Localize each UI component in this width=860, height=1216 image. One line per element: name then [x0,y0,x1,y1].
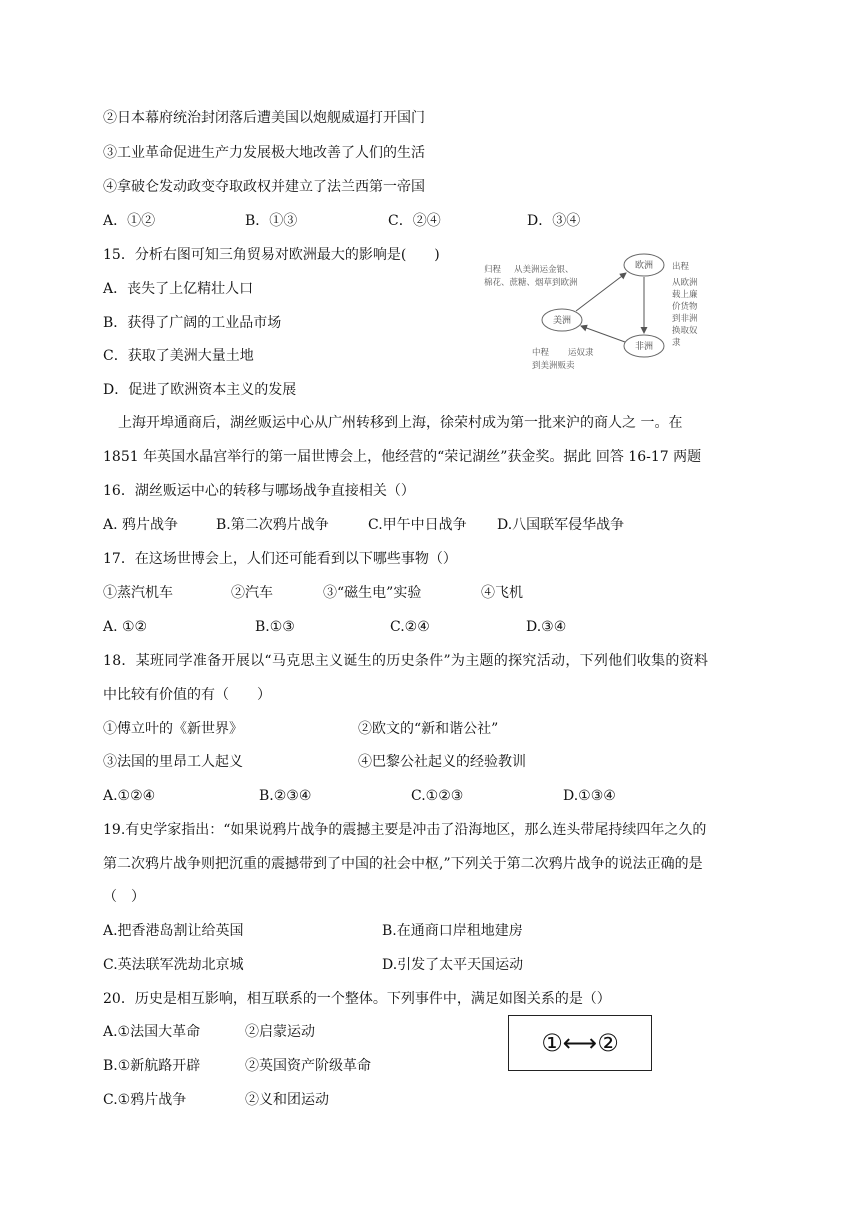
africa-label: 非洲 [634,342,654,352]
q18-option-c: C.①②③ [411,788,464,804]
q16-option-d: D.八国联军侵华战争 [497,517,625,533]
out-text-3: 价货物 [672,302,698,312]
out-text-6: 隶 [672,338,681,348]
q20-option-c-label: C.①鸦片战争 [103,1092,187,1108]
return-arrow [576,273,626,311]
q20-option-c-pair: ②义和团运动 [245,1092,329,1108]
q18-option-a: A.①②④ [103,788,156,804]
q17-item-3: ③“磁生电”实验 [323,585,422,601]
q14-item-2: ②日本幕府统治封闭落后遭美国以炮舰威逼打开国门 [103,110,425,126]
q18-item-3: ③法国的里昂工人起义 [103,754,243,770]
triangle-trade-diagram [476,243,716,378]
q18-item-1: ①傅立叶的《新世界》 [103,721,243,737]
relation-diagram-box [508,1015,652,1071]
q18-item-2: ②欧文的“新和谐公社” [358,721,499,737]
q14-option-c: C．②④ [388,213,441,229]
q16-stem: 16．湖丝贩运中心的转移与哪场战争直接相关（） [103,483,415,499]
q18-stem-line-2: 中比较有价值的有（ ） [103,687,271,703]
out-text-2: 载上廉 [672,290,698,300]
q19-option-c: C.英法联军洗劫北京城 [103,957,244,973]
q17-stem: 17．在这场世博会上，人们还可能看到以下哪些事物（） [103,551,457,567]
q15-option-d: D．促进了欧洲资本主义的发展 [103,382,297,398]
return-text-2: 棉花、蔗糖、烟草到欧洲 [484,278,578,288]
q18-stem-line-1: 18．某班同学准备开展以“马克思主义诞生的历史条件”为主题的探究活动，下列他们收集的资料 [103,653,709,669]
q17-item-4: ④飞机 [481,585,523,601]
europe-label: 欧洲 [634,261,654,271]
q14-item-3: ③工业革命促进生产力发展极大地改善了人们的生活 [103,145,425,161]
out-text-1: 从欧洲 [672,278,698,288]
out-text-4: 到非洲 [672,314,698,324]
q20-option-b-label: B.①新航路开辟 [103,1058,201,1074]
passage-line-2: 1851 年英国水晶宫举行的第一届世博会上，他经营的“荣记湖丝”获金奖。据此 回答 16-17 两题 [103,449,702,465]
q17-item-2: ②汽车 [231,585,273,601]
q17-option-d: D.③④ [526,619,567,635]
out-text-5: 换取奴 [672,326,698,336]
q18-item-4: ④巴黎公社起义的经验教训 [358,754,526,770]
q18-option-d: D.①③④ [563,788,616,804]
q18-option-b: B.②③④ [259,788,312,804]
out-label: 出程 [672,262,690,272]
q20-option-a-label: A.①法国大革命 [103,1024,201,1040]
relation-text: ①⟷② [541,1029,619,1057]
return-label: 归程 [484,265,502,275]
q16-option-b: B.第二次鸦片战争 [216,517,329,533]
q17-option-c: C.②④ [390,619,430,635]
q15-stem: 15．分析右图可知三角贸易对欧洲最大的影响是( ) [103,247,440,263]
q14-option-d: D．③④ [527,213,581,229]
mid-arrow [581,326,625,342]
q19-option-a: A.把香港岛割让给英国 [103,923,244,939]
q15-option-b: B．获得了广阔的工业品市场 [103,315,282,331]
q14-option-a: A．①② [103,213,156,229]
q14-option-b: B．①③ [245,213,298,229]
mid-text-1: 运奴隶 [568,348,594,358]
q19-stem-line-3: （ ） [103,889,145,905]
q19-option-d: D.引发了太平天国运动 [382,957,524,973]
q17-item-1: ①蒸汽机车 [103,585,173,601]
q15-option-c: C．获取了美洲大量土地 [103,348,254,364]
mid-label: 中程 [532,348,550,358]
q16-option-a: A. 鸦片战争 [103,517,179,533]
q16-option-c: C.甲午中日战争 [368,517,467,533]
q17-option-b: B.①③ [255,619,295,635]
q20-stem: 20．历史是相互影响，相互联系的一个整体。下列事件中，满足如图关系的是（） [103,991,611,1007]
q19-option-b: B.在通商口岸租地建房 [382,923,523,939]
q20-option-b-pair: ②英国资产阶级革命 [245,1058,371,1074]
q14-item-4: ④拿破仑发动政变夺取政权并建立了法兰西第一帝国 [103,179,425,195]
q19-stem-line-1: 19.有史学家指出：“如果说鸦片战争的震撼主要是冲击了沿海地区，那么连头带尾持续四年之久的 [103,822,707,838]
q20-option-a-pair: ②启蒙运动 [245,1024,315,1040]
q19-stem-line-2: 第二次鸦片战争则把沉重的震撼带到了中国的社会中枢,”下列关于第二次鸦片战争的说法正确的是 [103,856,703,872]
mid-text-2: 到美洲贩卖 [532,361,575,371]
return-text-1: 从美洲运金银、 [514,265,574,275]
passage-line-1: 上海开埠通商后，湖丝贩运中心从广州转移到上海，徐荣村成为第一批来沪的商人之 一。在 [118,415,683,431]
q17-option-a: A. ①② [103,619,148,635]
america-label: 美洲 [552,316,572,326]
q15-option-a: A．丧失了上亿精壮人口 [103,281,254,297]
